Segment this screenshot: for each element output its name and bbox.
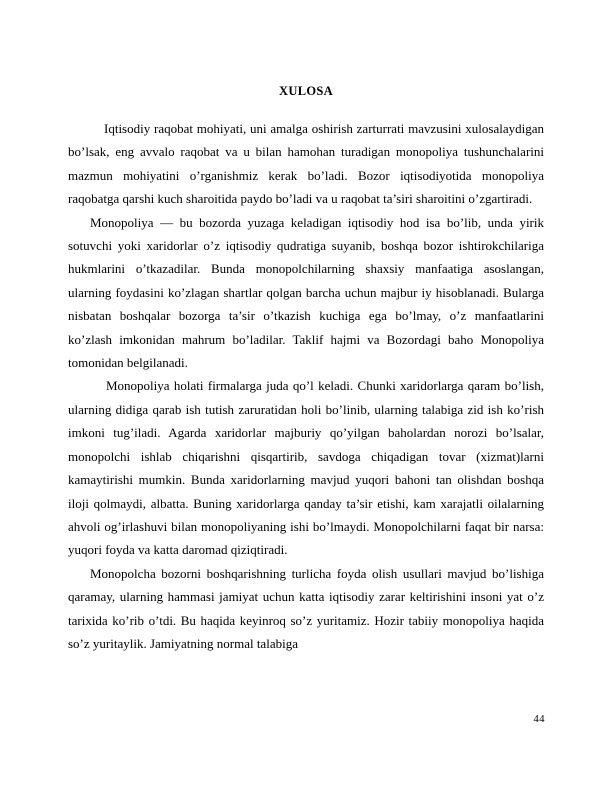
paragraph-2: Monopoliya — bu bozorda yuzaga keladigan iqtisodiy hod isa bo’lib, unda yirik sotuvchi yoki xaridorlar o’z iqtisodiy qudratiga suyanib, boshqa bozor ishtirokchilariga hukmlarini o’tkazadilar. Bunda monopolchilarning shaxsiy manfaatiga asoslangan, ularning foydasini ko’zlagan shartlar qolgan barcha uchun majbur iy hisoblanadi. Bularga nisbatan boshqalar bozorga ta’sir o’tkazish kuchiga ega bo’lmay, o’z manfaatlarini ko’zlash imkonidan mahrum bo’ladilar. Taklif hajmi va Bozordagi baho Monopoliya tomonidan belgilanadi.: [68, 214, 544, 371]
paragraph-4: Monopolcha bozorni boshqarishning turlicha foyda olish usullari mavjud bo’lishiga qaramay, ularning hammasi jamiyat uchun katta iqtisodiy zarar keltirishini insoni yat o’z tarixida ko’rib o’tdi. Bu haqida keyinroq so’z yuritamiz. Hozir tabiiy monopoliya haqida so’z yuritaylik. Jamiyatning normal talabiga: [68, 565, 544, 651]
page-number: 44: [533, 714, 545, 725]
page-title: XULOSA: [279, 84, 333, 98]
paragraph-1: Iqtisodiy raqobat mohiyati, uni amalga oshirish zarturrati mavzusini xulosalaydigan bo’lsak, eng avvalo raqobat va u bilan hamohan turadigan monopoliya tushunchalarini mazmun mohiyatini o’rganishmiz kerak bo’ladi. Bozor iqtisodiyotida monopoliya raqobatga qarshi kuch sharoitida paydo bo’ladi va u raqobat ta’siri sharoitini o’zgartiradi.: [68, 121, 544, 207]
body-text: [68, 117, 544, 655]
paragraph-3: Monopoliya holati firmalarga juda qo’l keladi. Chunki xaridorlarga qaram bo’lish, ularning didiga qarab ish tutish zaruratidan holi bo’linib, ularning talabiga zid ish ko’rish imkoni tug’iladi. Agarda xaridorlar majburiy qo’yilgan baholardan norozi bo’lsalar, monopolchi ishlab chiqarishni qisqartirib, savdoga chiqadigan tovar (xizmat)larni kamaytirishi mumkin. Bunda xaridorlarning mavjud yuqori bahoni tan olishdan boshqa iloji qolmaydi, albatta. Buning xaridorlarga qanday ta’sir etishi, kam xarajatli oilalarning ahvoli og’irlashuvi bilan monopoliyaning ishi bo’lmaydi. Monopolchilarni faqat bir narsa: yuqori foyda va katta daromad qiziqtiradi.: [68, 378, 544, 558]
